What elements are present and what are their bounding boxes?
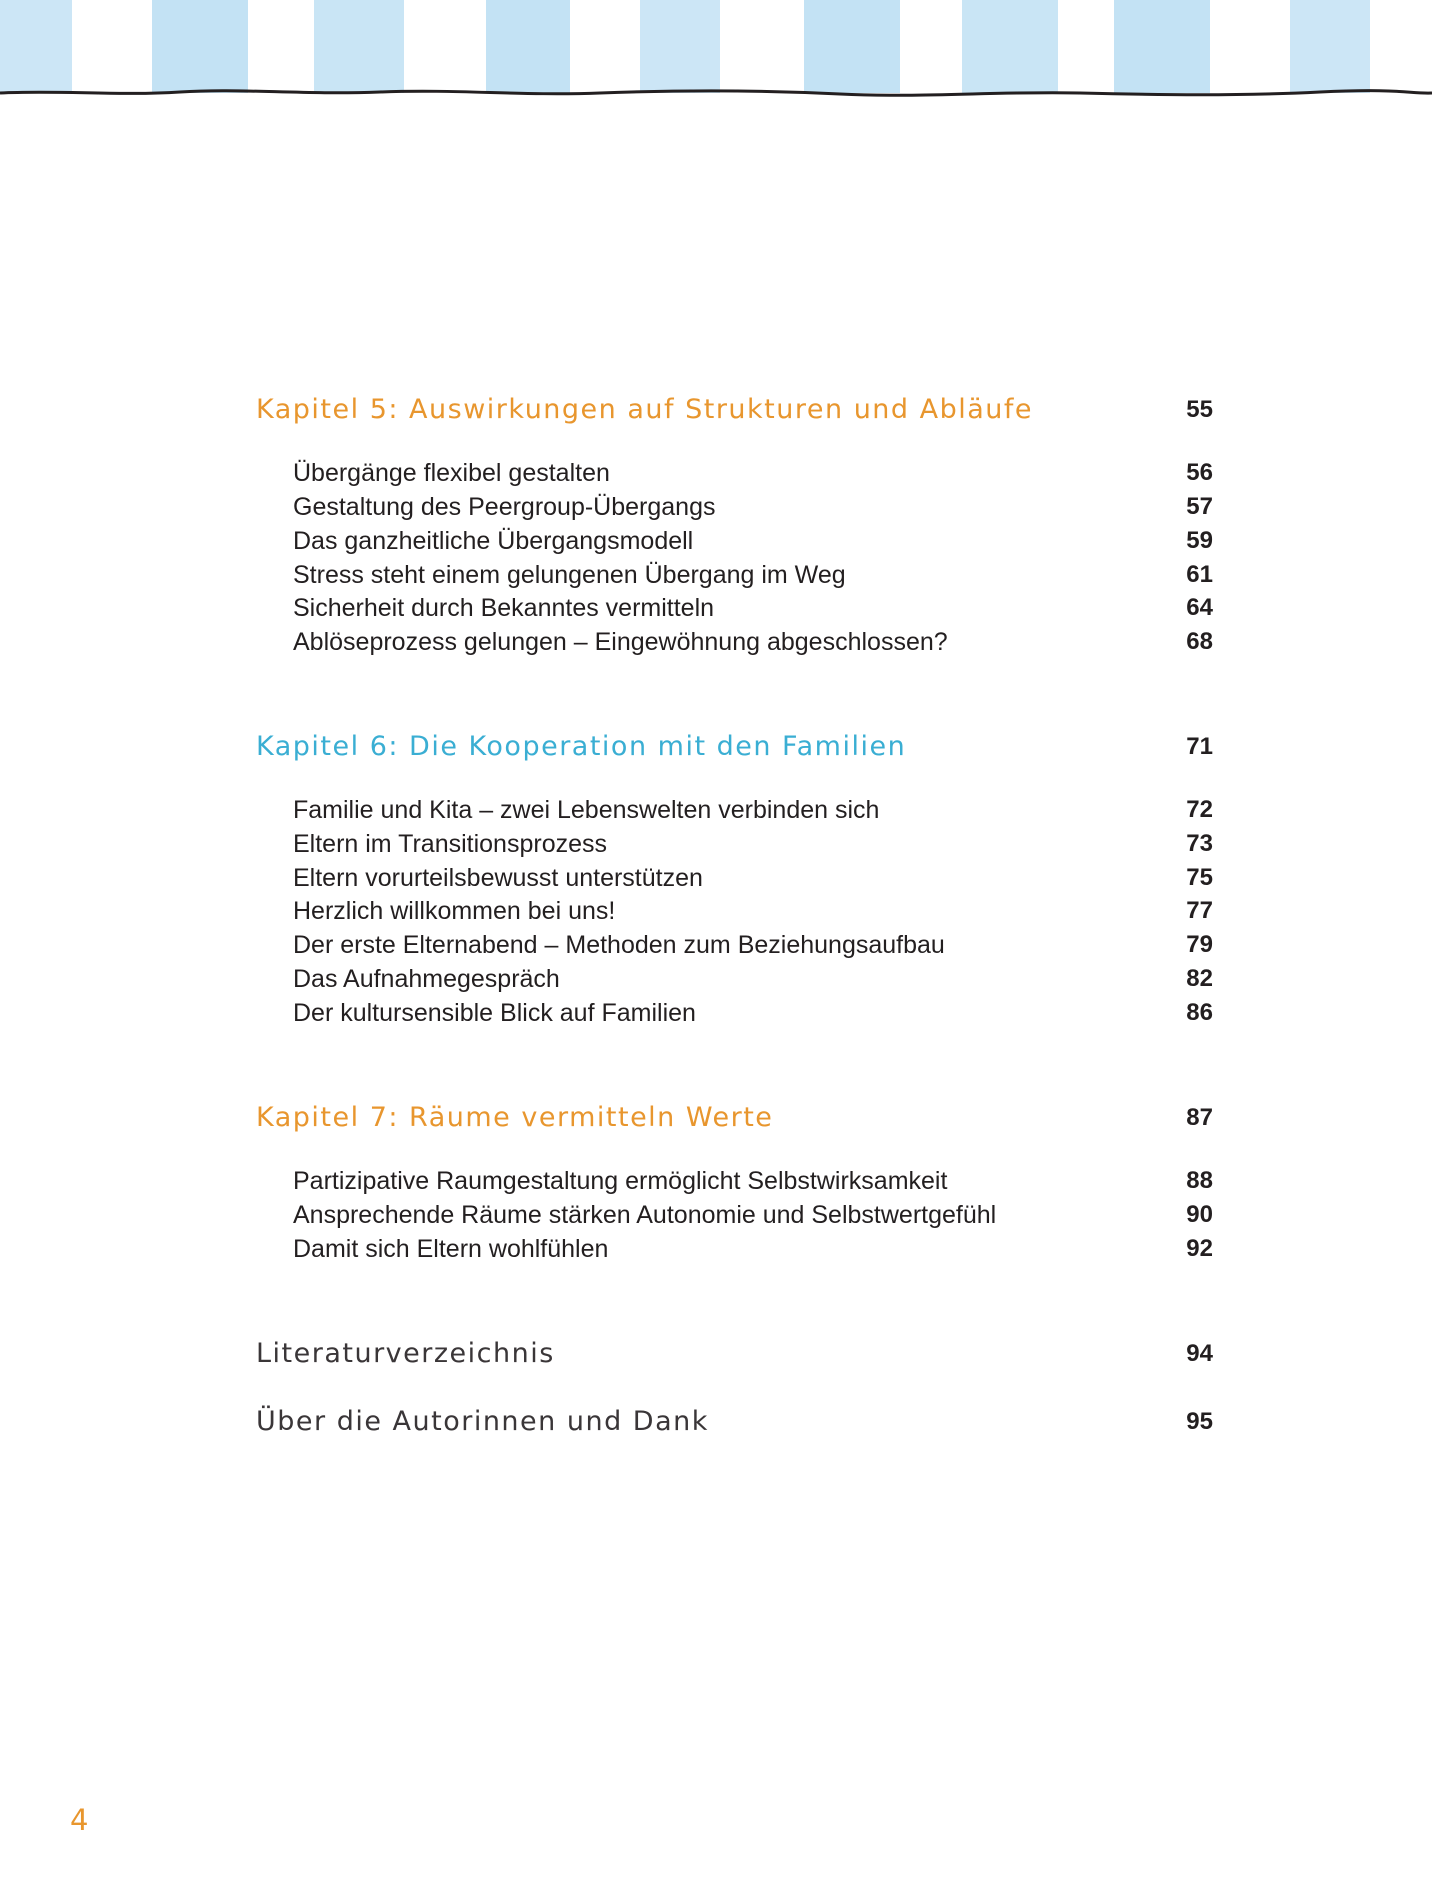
entry-page: 64 [1186, 594, 1213, 621]
entry-page: 68 [1186, 628, 1213, 655]
entry-title: Familie und Kita – zwei Lebenswelten verbinden sich [293, 796, 880, 824]
chapter-title: Kapitel 7: Räume vermitteln Werte [256, 1102, 774, 1133]
entry-title: Eltern vorurteilsbewusst unterstützen [293, 864, 703, 892]
toc-literature[interactable] [0, 1334, 1432, 1374]
chapter-page: 55 [1186, 396, 1213, 423]
toc-entry[interactable] [0, 1229, 1432, 1269]
entry-page: 95 [1186, 1408, 1213, 1435]
entry-page: 94 [1186, 1340, 1213, 1367]
entry-page: 59 [1186, 527, 1213, 554]
entry-title: Über die Autorinnen und Dank [256, 1406, 709, 1437]
entry-page: 56 [1186, 459, 1213, 486]
entry-title: Herzlich willkommen bei uns! [293, 897, 616, 925]
toc-chapter-6[interactable] [0, 727, 1432, 767]
page-number: 4 [70, 1803, 89, 1837]
entry-page: 92 [1186, 1235, 1213, 1262]
entry-page: 61 [1186, 561, 1213, 588]
entry-page: 79 [1186, 931, 1213, 958]
entry-page: 77 [1186, 897, 1213, 924]
chapter-page: 87 [1186, 1104, 1213, 1131]
chapter-title: Kapitel 5: Auswirkungen auf Strukturen und Abläufe [256, 394, 1034, 425]
chapter-title: Kapitel 6: Die Kooperation mit den Familien [256, 731, 907, 762]
chapter-page: 71 [1186, 733, 1213, 760]
entry-title: Ablöseprozess gelungen – Eingewöhnung abgeschlossen? [293, 628, 948, 656]
entry-page: 73 [1186, 830, 1213, 857]
entry-page: 88 [1186, 1167, 1213, 1194]
entry-title: Das ganzheitliche Übergangsmodell [293, 527, 694, 555]
entry-title: Sicherheit durch Bekanntes vermitteln [293, 594, 715, 622]
entry-title: Gestaltung des Peergroup-Übergangs [293, 493, 716, 521]
entry-title: Stress steht einem gelungenen Übergang im Weg [293, 561, 846, 589]
entry-title: Damit sich Eltern wohlfühlen [293, 1235, 609, 1263]
entry-page: 86 [1186, 999, 1213, 1026]
toc-entry[interactable] [0, 993, 1432, 1033]
entry-title: Ansprechende Räume stärken Autonomie und Selbstwertgefühl [293, 1201, 997, 1229]
toc-entry[interactable] [0, 622, 1432, 662]
toc-chapter-7[interactable] [0, 1098, 1432, 1138]
entry-title: Der erste Elternabend – Methoden zum Beziehungsaufbau [293, 931, 945, 959]
toc-about-authors[interactable] [0, 1402, 1432, 1442]
entry-page: 72 [1186, 796, 1213, 823]
entry-title: Das Aufnahmegespräch [293, 965, 560, 993]
entry-title: Eltern im Transitionsprozess [293, 830, 608, 858]
toc-chapter-5[interactable] [0, 390, 1432, 430]
entry-page: 75 [1186, 864, 1213, 891]
entry-title: Partizipative Raumgestaltung ermöglicht Selbstwirksamkeit [293, 1167, 948, 1195]
entry-title: Übergänge flexibel gestalten [293, 459, 610, 487]
entry-page: 90 [1186, 1201, 1213, 1228]
entry-page: 82 [1186, 965, 1213, 992]
entry-page: 57 [1186, 493, 1213, 520]
entry-title: Literaturverzeichnis [256, 1338, 555, 1369]
entry-title: Der kultursensible Blick auf Familien [293, 999, 696, 1027]
